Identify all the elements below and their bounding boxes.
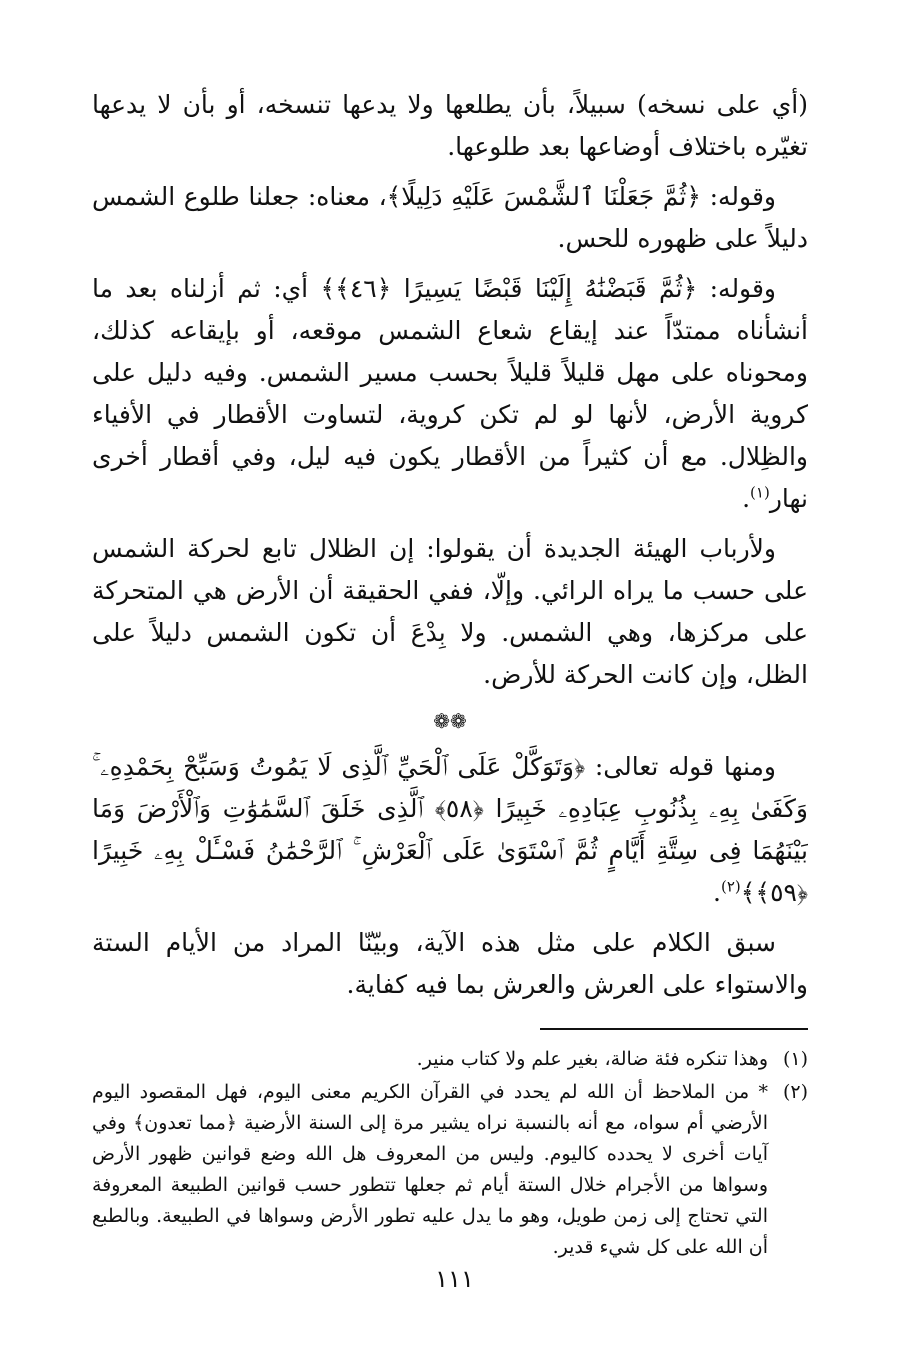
- footnote-ref-1[interactable]: (١): [750, 483, 770, 502]
- paragraph-3-text: وقوله: ﴿ثُمَّ قَبَضْنَٰهُ إِلَيْنَا قَبْضًا يَسِيرًا ﴿٤٦﴾﴾ أي: ثم أزلناه بعد ما أنشأناه ممتدّاً عند إيقاع شعاع الشمس موقعه، أو بإيقاعه كذلك، ومحوناه على مهل قليلاً قليلاً بحسب مسير الشمس. وفيه دليل على كروية الأرض، لأنها لو لم تكن كروية، لتساوت الأقطار في الأفياء والظِلال. مع أن كثيراً من الأقطار يكون فيه ليل، وفي أقطار أخرى نهار: [92, 274, 808, 513]
- book-page: [92, 84, 808, 1324]
- section-ornament: ❁❁: [433, 709, 467, 733]
- footnote-ref-2[interactable]: (٢): [720, 877, 741, 896]
- verse-paragraph: [92, 746, 808, 914]
- paragraph-4: ولأرباب الهيئة الجديدة أن يقولوا: إن الظلال تابع لحركة الشمس على حسب ما يراه الرائي. وإلّا، ففي الحقيقة أن الأرض هي المتحركة على مركزها، وهي الشمس. ولا بِدْعَ أن تكون الشمس دليلاً على الظل، وإن كانت الحركة للأرض.: [92, 534, 808, 689]
- footnote-separator: [540, 1028, 808, 1030]
- footnote-2-number: (٢): [782, 1081, 808, 1103]
- footnote-2: [92, 1077, 808, 1263]
- verse-paragraph-end: .: [713, 878, 721, 907]
- footnote-2-text: * من الملاحظ أن الله لم يحدد في القرآن الكريم معنى اليوم، فهل المقصود اليوم الأرضي أم سواه، مع أنه بالنسبة نراه يشير مرة إلى السنة الأرضية ﴿مما تعدون﴾ وفي آيات أخرى لا يحدده كاليوم. وليس من المعروف هل الله وضع قوانين ظهور الأرض وسواها من الأجرام خلال الستة أيام ثم جعلها تتطور حسب قوانين الطبيعة المعروفة التي تحتاج إلى زمن طويل، وهو ما يدل عليه تطور الأرض وسواها في الطبيعة. وبالطبع أن الله على كل شيء قدير.: [92, 1081, 768, 1258]
- footnote-1-number: (١): [782, 1048, 808, 1070]
- page-number: ١١١: [435, 1265, 474, 1293]
- paragraph-2: وقوله: ﴿ثُمَّ جَعَلْنَا ٱلشَّمْسَ عَلَيْهِ دَلِيلًا﴾، معناه: جعلنا طلوع الشمس دليلاً على ظهوره للحس.: [92, 182, 808, 253]
- paragraph-1: (أي على نسخه) سبيلاً، بأن يطلعها ولا يدعها تنسخه، أو بأن لا يدعها تغيّره باختلاف أوضاعها بعد طلوعها.: [92, 90, 808, 161]
- footnote-1-text: وهذا تنكره فئة ضالة، بغير علم ولا كتاب منير.: [416, 1048, 768, 1070]
- paragraph-3-end: .: [742, 484, 751, 513]
- verse-paragraph-text: ومنها قوله تعالى: ﴿وَتَوَكَّلْ عَلَى ٱلْحَيِّ ٱلَّذِى لَا يَمُوتُ وَسَبِّحْ بِحَمْدِهِۦ ۚ وَكَفَىٰ بِهِۦ بِذُنُوبِ عِبَادِهِۦ خَبِيرًا ﴿٥٨﴾ ٱلَّذِى خَلَقَ ٱلسَّمَٰوَٰتِ وَٱلْأَرْضَ وَمَا بَيْنَهُمَا فِى سِتَّةِ أَيَّامٍ ثُمَّ ٱسْتَوَىٰ عَلَى ٱلْعَرْشِ ۚ ٱلرَّحْمَٰنُ فَسْـَٔلْ بِهِۦ خَبِيرًا ﴿٥٩﴾﴾: [92, 752, 808, 907]
- closing-paragraph: سبق الكلام على مثل هذه الآية، وبيّنّا المراد من الأيام الستة والاستواء على العرش والعرش بما فيه كفاية.: [92, 928, 808, 999]
- footnote-1: [92, 1044, 808, 1075]
- paragraph-3: [92, 268, 808, 520]
